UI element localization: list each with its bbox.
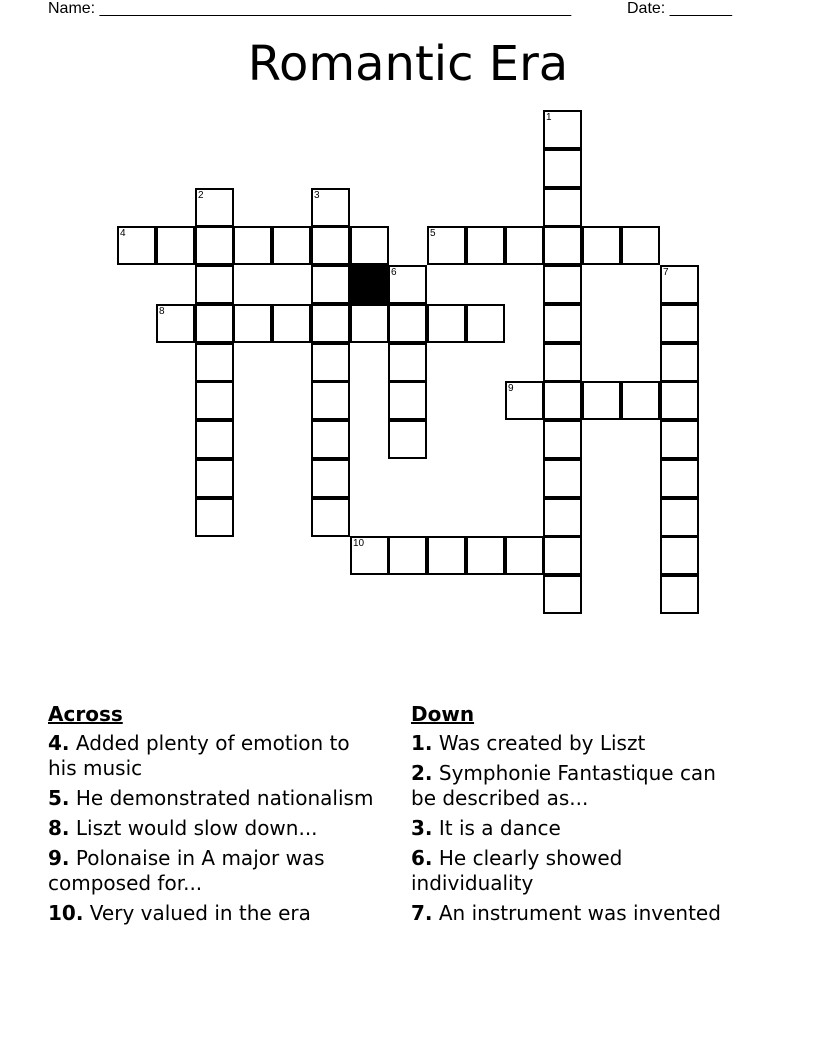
clue-text: He demonstrated nationalism [75, 786, 374, 810]
cell-number: 8 [159, 306, 165, 317]
grid-cell[interactable] [195, 226, 234, 265]
cell-number: 4 [120, 228, 126, 239]
grid-cell[interactable] [660, 498, 699, 537]
clue-across-9 [48, 846, 378, 896]
cell-number: 3 [314, 190, 320, 201]
clue-text: Very valued in the era [89, 901, 311, 925]
clue-text: Liszt would slow down... [75, 816, 318, 840]
grid-cell[interactable] [660, 536, 699, 575]
grid-cell[interactable] [350, 536, 389, 575]
grid-cell[interactable] [543, 575, 582, 614]
grid-cell[interactable] [660, 575, 699, 614]
grid-cell[interactable] [388, 265, 427, 304]
grid-cell[interactable] [156, 304, 195, 343]
grid-cell[interactable] [350, 304, 389, 343]
grid-cell[interactable] [543, 226, 582, 265]
grid-cell[interactable] [388, 304, 427, 343]
clue-number: 8. [48, 816, 70, 840]
clue-text: Added plenty of emotion to his music [48, 731, 350, 780]
clue-text: Polonaise in A major was composed for... [48, 846, 325, 895]
clue-down-2 [411, 761, 741, 811]
grid-cell[interactable] [195, 304, 234, 343]
grid-cell[interactable] [621, 226, 660, 265]
grid-cell[interactable] [543, 343, 582, 382]
grid-cell[interactable] [466, 536, 505, 575]
grid-cell[interactable] [582, 381, 621, 420]
clue-down-3 [411, 816, 741, 841]
grid-cell[interactable] [621, 381, 660, 420]
clue-number: 2. [411, 761, 433, 785]
grid-cell[interactable] [272, 304, 311, 343]
grid-cell[interactable] [311, 304, 350, 343]
grid-cell[interactable] [388, 420, 427, 459]
cell-number: 1 [546, 112, 552, 123]
grid-cell[interactable] [427, 304, 466, 343]
grid-cell[interactable] [543, 381, 582, 420]
clue-text: He clearly showed individuality [411, 846, 623, 895]
grid-cell[interactable] [388, 381, 427, 420]
clue-number: 7. [411, 901, 433, 925]
clue-number: 3. [411, 816, 433, 840]
page-title: Romantic Era [247, 36, 569, 92]
grid-cell[interactable] [466, 226, 505, 265]
grid-block-cell [350, 265, 389, 304]
down-clues [411, 702, 741, 931]
cell-number: 5 [430, 228, 436, 239]
grid-cell[interactable] [660, 304, 699, 343]
grid-cell[interactable] [233, 226, 272, 265]
cell-number: 9 [508, 383, 514, 394]
clue-number: 10. [48, 901, 84, 925]
grid-cell[interactable] [195, 420, 234, 459]
cell-number: 7 [663, 267, 669, 278]
grid-cell[interactable] [195, 188, 234, 227]
across-heading: Across [48, 702, 123, 726]
grid-cell[interactable] [195, 498, 234, 537]
date-field-label: Date: _______ [627, 0, 732, 17]
grid-cell[interactable] [195, 381, 234, 420]
clue-number: 5. [48, 786, 70, 810]
clue-across-10 [48, 901, 378, 926]
grid-cell[interactable] [543, 498, 582, 537]
grid-cell[interactable] [543, 149, 582, 188]
grid-cell[interactable] [195, 265, 234, 304]
across-clues [48, 702, 378, 931]
grid-cell[interactable] [582, 226, 621, 265]
clue-across-5 [48, 786, 378, 811]
grid-cell[interactable] [311, 188, 350, 227]
down-heading: Down [411, 702, 475, 726]
grid-cell[interactable] [660, 343, 699, 382]
clue-down-1 [411, 731, 741, 756]
grid-cell[interactable] [543, 420, 582, 459]
grid-cell[interactable] [543, 188, 582, 227]
clue-number: 4. [48, 731, 70, 755]
grid-cell[interactable] [388, 536, 427, 575]
grid-cell[interactable] [388, 343, 427, 382]
cell-number: 6 [391, 267, 397, 278]
grid-cell[interactable] [311, 343, 350, 382]
grid-cell[interactable] [660, 265, 699, 304]
grid-cell[interactable] [311, 498, 350, 537]
grid-cell[interactable] [543, 110, 582, 149]
grid-cell[interactable] [660, 420, 699, 459]
cell-number: 10 [353, 538, 365, 549]
clue-down-7 [411, 901, 741, 926]
grid-cell[interactable] [311, 459, 350, 498]
grid-cell[interactable] [505, 381, 544, 420]
grid-cell[interactable] [311, 420, 350, 459]
grid-cell[interactable] [117, 226, 156, 265]
grid-cell[interactable] [543, 265, 582, 304]
name-field-label: Name: _____________________________________________________ [48, 0, 572, 17]
grid-cell[interactable] [427, 226, 466, 265]
grid-cell[interactable] [543, 536, 582, 575]
cell-number: 2 [198, 190, 204, 201]
grid-cell[interactable] [505, 536, 544, 575]
clue-across-4 [48, 731, 378, 781]
clue-across-8 [48, 816, 378, 841]
clue-number: 6. [411, 846, 433, 870]
clue-text: An instrument was invented [438, 901, 721, 925]
grid-cell[interactable] [543, 459, 582, 498]
grid-cell[interactable] [543, 304, 582, 343]
grid-cell[interactable] [505, 226, 544, 265]
grid-cell[interactable] [466, 304, 505, 343]
grid-cell[interactable] [233, 304, 272, 343]
grid-cell[interactable] [660, 381, 699, 420]
grid-cell[interactable] [350, 226, 389, 265]
grid-cell[interactable] [427, 536, 466, 575]
grid-cell[interactable] [660, 459, 699, 498]
grid-cell[interactable] [311, 265, 350, 304]
clue-number: 1. [411, 731, 433, 755]
grid-cell[interactable] [156, 226, 195, 265]
clue-text: Was created by Liszt [438, 731, 646, 755]
clue-text: Symphonie Fantastique can be described as... [411, 761, 716, 810]
clue-text: It is a dance [438, 816, 561, 840]
grid-cell[interactable] [195, 459, 234, 498]
grid-cell[interactable] [311, 381, 350, 420]
clue-number: 9. [48, 846, 70, 870]
grid-cell[interactable] [311, 226, 350, 265]
grid-cell[interactable] [195, 343, 234, 382]
clue-down-6 [411, 846, 741, 896]
grid-cell[interactable] [272, 226, 311, 265]
